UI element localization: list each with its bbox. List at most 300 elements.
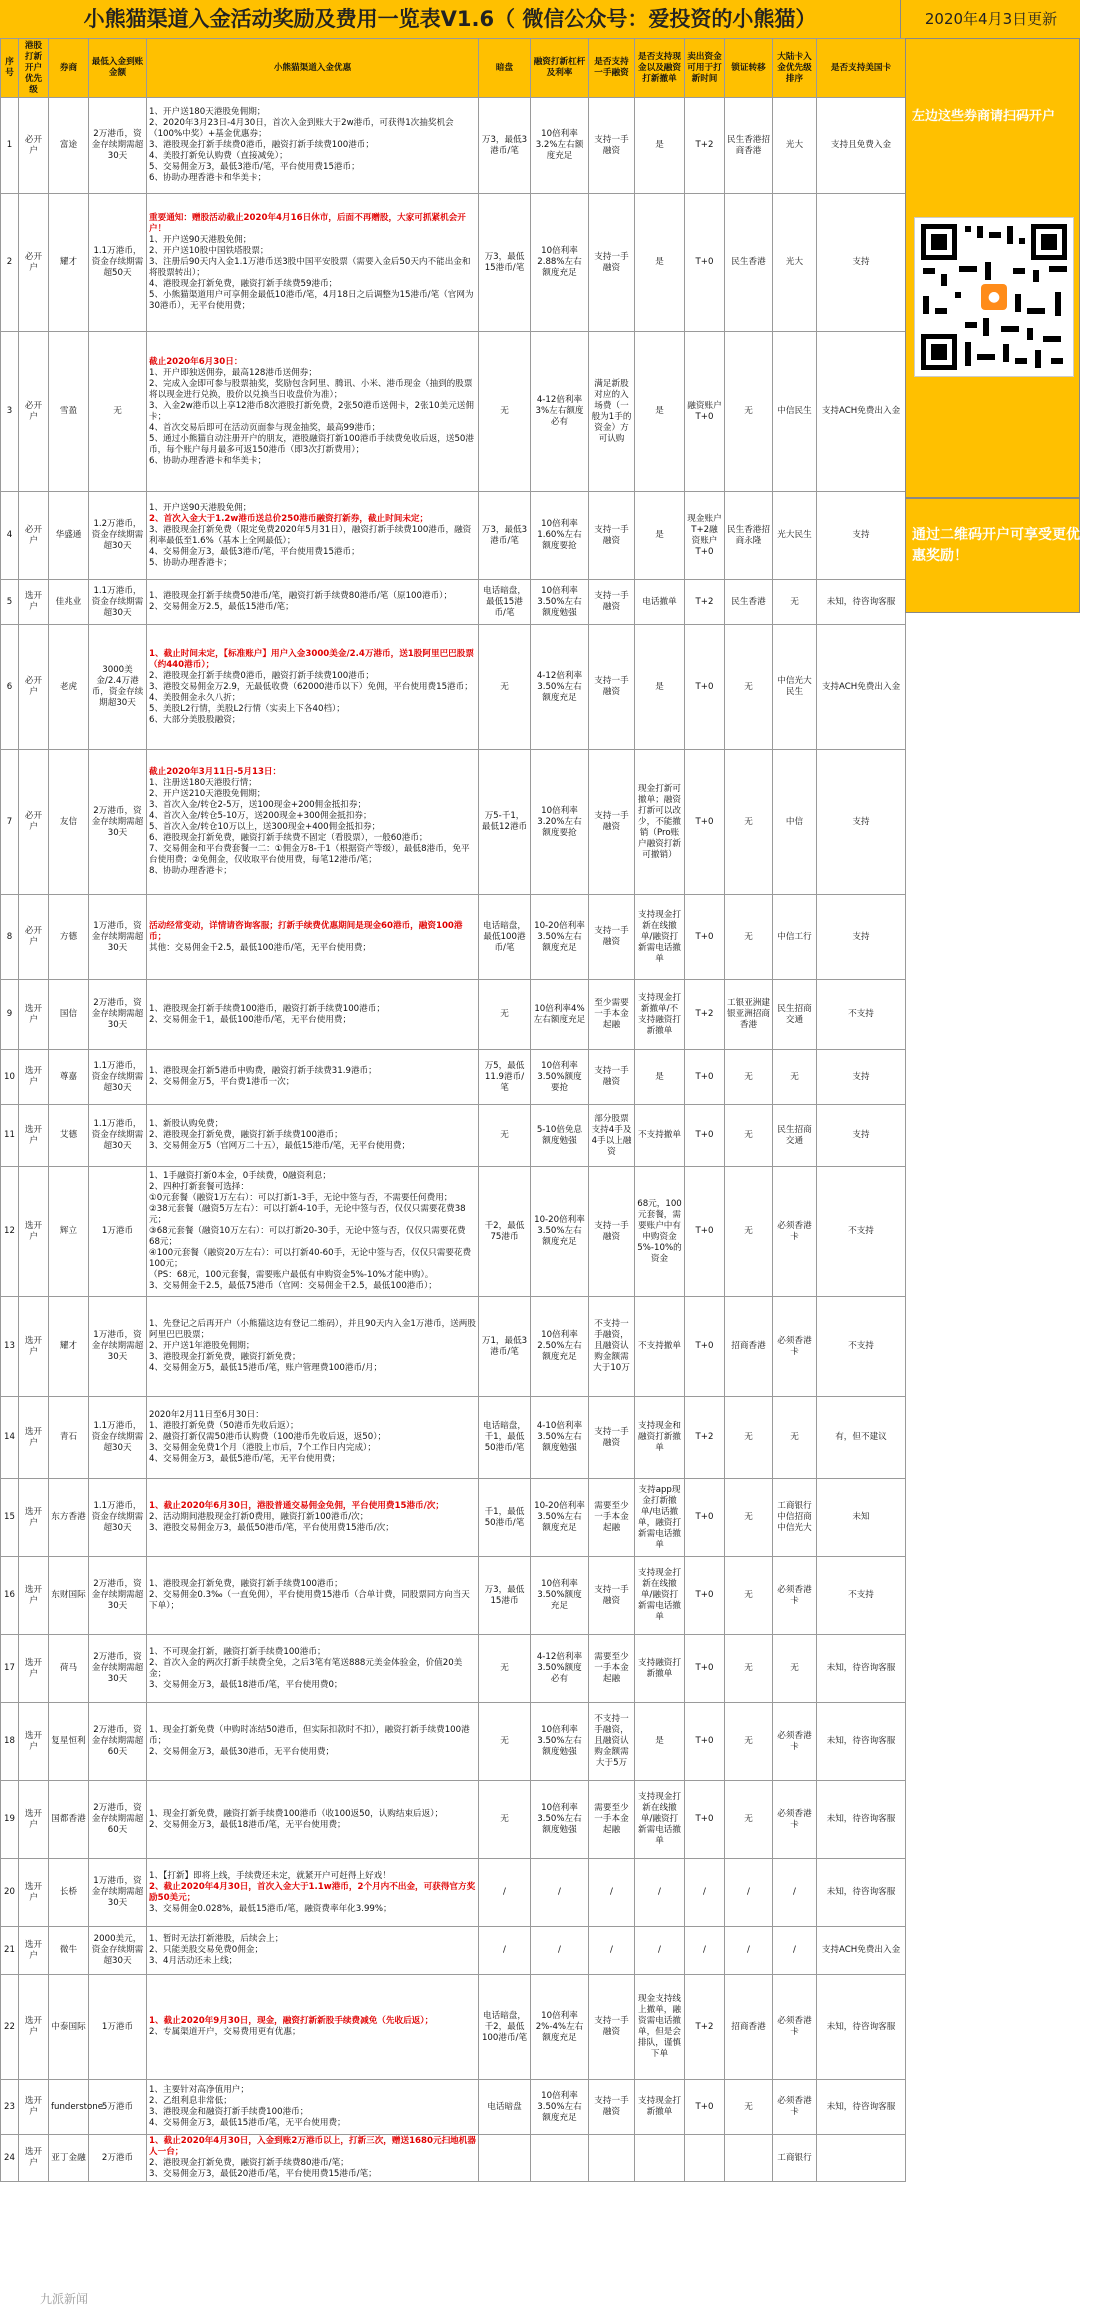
perk-line: 2、港股现金打新免费，融资打新手续费100港币； bbox=[149, 1130, 343, 1140]
column-header: 锁证转移 bbox=[725, 39, 773, 98]
perk-line: 4、交易佣金万3，最低15港币/笔，无平台使用费； bbox=[149, 2118, 346, 2128]
perk-line: 4、首次交易后即可在活动页面参与现金抽奖，最高99港币； bbox=[149, 422, 381, 433]
perk-line: 2020年2月11日至6月30日： bbox=[149, 1410, 264, 1420]
cell-us: 不支持 bbox=[817, 1167, 906, 1297]
table-row bbox=[1, 580, 906, 625]
perk-line: 6、大部分美股股融资； bbox=[149, 714, 241, 725]
column-header: 序号 bbox=[1, 39, 19, 98]
cell-settle: T+0 bbox=[685, 1781, 725, 1859]
perk-line: 1、先登记之后再开户（小熊猫这边有登记二维码），并且90天内入金1万港币，送两股阿里巴巴股票； bbox=[149, 1319, 476, 1340]
cell-mainland: 无 bbox=[773, 1635, 817, 1703]
cell-min: 1.1万港币，资金存续期需超30天 bbox=[89, 1397, 147, 1479]
cell-margin: 4-12倍利率3.50%左右额度充足 bbox=[531, 625, 589, 750]
cell-cancel: / bbox=[635, 1927, 685, 1975]
cell-us: 支持ACH免费出入金 bbox=[817, 625, 906, 750]
perk-line: 2、交易佣金万2.5，最低15港币/笔； bbox=[149, 602, 294, 612]
perk-cell bbox=[147, 2135, 479, 2182]
perk-line: 1、开户送90天港股免佣； bbox=[149, 235, 252, 245]
cell-cancel: 支持现金打新在线撤单/融资打新需电话撤单 bbox=[635, 895, 685, 980]
cell-settle: 融资账户T+0 bbox=[685, 332, 725, 492]
column-header: 最低入金到账金额 bbox=[89, 39, 147, 98]
perk-cell bbox=[147, 1297, 479, 1397]
cell-cancel: 是 bbox=[635, 332, 685, 492]
cell-settle: T+0 bbox=[685, 1297, 725, 1397]
cell-no: 5 bbox=[1, 580, 19, 625]
perk-cell bbox=[147, 194, 479, 332]
cell-margin: 10-20倍利率3.50%左右额度充足 bbox=[531, 1167, 589, 1297]
perk-line: 1、港股现金打新手续费100港币，融资打新手续费100港币； bbox=[149, 1003, 385, 1014]
cell-margin: 10倍利率3.2%左右额度充足 bbox=[531, 98, 589, 194]
perk-line: 3、港股现金打新手续费0港币，融资打新手续费100港币； bbox=[149, 140, 374, 150]
cell-margin: 10倍利率4%左右额度充足 bbox=[531, 980, 589, 1050]
perk-line: 2、首次入金大于1.2w港币送总价250港币融资打新券，截止时间未定； bbox=[149, 513, 429, 524]
cell-cancel: 电话撤单 bbox=[635, 580, 685, 625]
cell-onelot: 满足新股对应的入场费（一般为1手的资金）方可认购 bbox=[589, 332, 635, 492]
cell-us: 未知 bbox=[817, 1479, 906, 1557]
perk-line: 2、只能美股交易免费0佣金； bbox=[149, 1945, 264, 1955]
cell-pri: 选开户 bbox=[19, 1975, 49, 2080]
cell-no: 13 bbox=[1, 1297, 19, 1397]
cell-us: 未知，待咨询客服 bbox=[817, 2080, 906, 2135]
cell-min: 1.1万港币，资金存续期需超30天 bbox=[89, 1479, 147, 1557]
perk-line: 2、活动期间港股现金打新0费用，融资打新100港币/次； bbox=[149, 1512, 369, 1522]
cell-min: 1万港币，资金存续期需超30天 bbox=[89, 1297, 147, 1397]
perk-line: 2、开户送10股中国铁塔股票； bbox=[149, 246, 269, 256]
cell-lock: 无 bbox=[725, 1635, 773, 1703]
perk-line: 5、通过小熊猫自动注册开户的朋友，港股融资打新100港币手续费免收后返，送50港币，每个账户每月最多可返150港币（即3次打新费用）； bbox=[149, 433, 474, 455]
cell-min: 2万港币，资金存续期需超30天 bbox=[89, 980, 147, 1050]
perk-line: 3、入金2w港币以上享12港币8次港股打新免费，2张50港币送佣卡，2张10美元送佣卡； bbox=[149, 400, 474, 422]
column-header: 港股打新开户优先级 bbox=[19, 39, 49, 98]
cell-min: 2万港币 bbox=[89, 2135, 147, 2182]
cell-cancel: 不支持撤单 bbox=[635, 1297, 685, 1397]
perk-cell bbox=[147, 1859, 479, 1927]
perk-line: 4、美股佣金永久八折； bbox=[149, 692, 241, 703]
table-row bbox=[1, 1167, 906, 1297]
cell-broker: 国都香港 bbox=[49, 1781, 89, 1859]
perk-line: 4、美股打新免认购费（直接减免）； bbox=[149, 151, 288, 161]
table-row bbox=[1, 492, 906, 580]
cell-min: 3000美金/2.4万港币，资金存续期超30天 bbox=[89, 625, 147, 750]
cell-no: 6 bbox=[1, 625, 19, 750]
cell-lock: / bbox=[725, 1859, 773, 1927]
cell-us: 不支持 bbox=[817, 1297, 906, 1397]
cell-margin: 10倍利率3.20%左右额度要抢 bbox=[531, 750, 589, 895]
cell-min: 2万港币，资金存续期需超60天 bbox=[89, 1781, 147, 1859]
column-header: 小熊猫渠道入金优惠 bbox=[147, 39, 479, 98]
cell-us: 不支持 bbox=[817, 1557, 906, 1635]
perk-cell bbox=[147, 1975, 479, 2080]
perk-cell bbox=[147, 2080, 479, 2135]
cell-broker: 荷马 bbox=[49, 1635, 89, 1703]
cell-mainland: 无 bbox=[773, 1397, 817, 1479]
cell-min: 2万港币，资金存续期需超30天 bbox=[89, 750, 147, 895]
cell-mainland: 中信工行 bbox=[773, 895, 817, 980]
cell-dark: / bbox=[479, 1859, 531, 1927]
perk-line: 1、【打新】即将上线，手续费还未定，就紧开户可赶得上好戏！ bbox=[149, 1870, 391, 1881]
perk-cell bbox=[147, 492, 479, 580]
perk-line: 4、交易佣金万3，最低5港币/笔，无平台使用费； bbox=[149, 1454, 341, 1464]
cell-settle: T+0 bbox=[685, 1635, 725, 1703]
cell-settle: T+2 bbox=[685, 1975, 725, 2080]
cell-pri: 选开户 bbox=[19, 580, 49, 625]
cell-broker: 耀才 bbox=[49, 194, 89, 332]
perk-line: 3、交易佣金免费1个月（港股上市后，7个工作日内完成）； bbox=[149, 1443, 376, 1453]
cell-broker: 国信 bbox=[49, 980, 89, 1050]
column-header: 券商 bbox=[49, 39, 89, 98]
perk-line: 重要通知：赠股活动截止2020年4月16日休市，后面不再赠股，大家可抓紧机会开户！ bbox=[149, 213, 466, 234]
cell-no: 1 bbox=[1, 98, 19, 194]
cell-onelot: 支持一手融资 bbox=[589, 1050, 635, 1105]
cell-us: 支持 bbox=[817, 750, 906, 895]
cell-mainland: 必须香港卡 bbox=[773, 2080, 817, 2135]
cell-cancel: 支持现金打新在线撤单/融资打新需电话撤单 bbox=[635, 1557, 685, 1635]
perk-line: 1、开户送180天港股免佣期； bbox=[149, 107, 266, 117]
cell-mainland: 必须香港卡 bbox=[773, 1703, 817, 1781]
perk-line: 1、港股打新免费（50港币先收后返）； bbox=[149, 1421, 299, 1431]
perk-line: 1、截止时间未定，【标准账户】用户入金3000美金/2.4万港币，送1股阿里巴巴股票（约440港币）； bbox=[149, 648, 474, 670]
perk-cell bbox=[147, 1635, 479, 1703]
perk-line: 4、交易佣金万3，最低3港币/笔，平台使用费15港币； bbox=[149, 546, 360, 557]
column-header: 卖出资金可用于打新时间 bbox=[685, 39, 725, 98]
cell-cancel: 支持现金打新撤单/不支持融资打新撤单 bbox=[635, 980, 685, 1050]
cell-lock: 无 bbox=[725, 1557, 773, 1635]
cell-mainland: 工商银行 bbox=[773, 2135, 817, 2182]
cell-no: 4 bbox=[1, 492, 19, 580]
column-header: 是否支持美国卡 bbox=[817, 39, 906, 98]
cell-mainland: / bbox=[773, 1927, 817, 1975]
cell-margin: 10倍利率2%-4%左右额度充足 bbox=[531, 1975, 589, 2080]
watermark: 九派新闻 bbox=[40, 2292, 89, 2306]
cell-mainland: 中信光大民生 bbox=[773, 625, 817, 750]
cell-us: 支持 bbox=[817, 1105, 906, 1167]
cell-min: 1万港币 bbox=[89, 1167, 147, 1297]
cell-lock: 无 bbox=[725, 895, 773, 980]
cell-lock: 民生香港 bbox=[725, 194, 773, 332]
cell-onelot bbox=[589, 2135, 635, 2182]
cell-margin: 5-10倍免息额度勉强 bbox=[531, 1105, 589, 1167]
cell-min: 1.1万港币，资金存续期需超50天 bbox=[89, 194, 147, 332]
cell-mainland: 中信 bbox=[773, 750, 817, 895]
cell-mainland: 无 bbox=[773, 1050, 817, 1105]
perk-line: 1、不可现金打新，融资打新手续费100港币； bbox=[149, 1646, 326, 1657]
perk-line: 8、协助办理香港卡； bbox=[149, 866, 232, 876]
cell-pri: 选开户 bbox=[19, 1703, 49, 1781]
cell-no: 20 bbox=[1, 1859, 19, 1927]
cell-dark: 无 bbox=[479, 1781, 531, 1859]
cell-lock: 无 bbox=[725, 1703, 773, 1781]
cell-no: 9 bbox=[1, 980, 19, 1050]
table-row bbox=[1, 1479, 906, 1557]
cell-pri: 选开户 bbox=[19, 1479, 49, 1557]
cell-mainland: 光大 bbox=[773, 98, 817, 194]
cell-onelot: 支持一手融资 bbox=[589, 194, 635, 332]
cell-us: 未知，待咨询客服 bbox=[817, 1781, 906, 1859]
cell-no: 14 bbox=[1, 1397, 19, 1479]
perk-line: 2、港股现金打新手续费0港币，融资打新手续费100港币； bbox=[149, 670, 374, 681]
cell-min: 2万港币，资金存续期需超60天 bbox=[89, 1703, 147, 1781]
perk-line: 2、港股现金打新免费，融资打新手续费80港币/笔； bbox=[149, 2158, 349, 2168]
cell-pri: 必开户 bbox=[19, 332, 49, 492]
cell-pri: 选开户 bbox=[19, 980, 49, 1050]
cell-min: 1.1万港币，资金存续期需超30天 bbox=[89, 1050, 147, 1105]
table-row bbox=[1, 98, 906, 194]
perk-line: 2、开户送1年港股免佣期； bbox=[149, 1341, 255, 1351]
cell-onelot: 不支持一手融资，且融资认购金额需大于5万 bbox=[589, 1703, 635, 1781]
cell-cancel: 是 bbox=[635, 492, 685, 580]
cell-settle: / bbox=[685, 1859, 725, 1927]
perk-line: 5、美股L2行情，美股L2行情（实卖上下各40档）； bbox=[149, 703, 345, 714]
cell-us: 有，但不建议 bbox=[817, 1397, 906, 1479]
cell-min: 无 bbox=[89, 332, 147, 492]
perk-line: 3、首次入金/转仓2-5万，送100现金+200佣金抵扣券； bbox=[149, 800, 367, 810]
cell-mainland: 必须香港卡 bbox=[773, 1975, 817, 2080]
cell-pri: 必开户 bbox=[19, 194, 49, 332]
column-header: 融资打新杠杆及利率 bbox=[531, 39, 589, 98]
cell-margin: 4-10倍利率3.50%左右额度勉强 bbox=[531, 1397, 589, 1479]
cell-settle: T+0 bbox=[685, 750, 725, 895]
cell-pri: 选开户 bbox=[19, 2135, 49, 2182]
column-header: 暗盘 bbox=[479, 39, 531, 98]
perk-line: 3、交易佣金千2.5，最低75港币（官网：交易佣金千2.5，最低100港币）； bbox=[149, 1281, 437, 1291]
cell-broker: 尊嘉 bbox=[49, 1050, 89, 1105]
cell-broker: 艾德 bbox=[49, 1105, 89, 1167]
cell-lock: 民生香港招商香港 bbox=[725, 98, 773, 194]
cell-cancel: 支持现金打新在线撤单/融资打新需电话撤单 bbox=[635, 1781, 685, 1859]
cell-dark: 万3，最低15港币 bbox=[479, 1557, 531, 1635]
perk-line: 活动经常变动，详情请咨询客服；打新手续费优惠期间是现金60港币，融资100港币； bbox=[149, 920, 463, 942]
perk-line: 2、完成入金即可参与股票抽奖，奖励包含阿里、腾讯、小米、港币现金（抽到的股票将以现金进行兑换，股价以兑换当日收盘价为准）； bbox=[149, 378, 473, 400]
cell-dark: / bbox=[479, 1927, 531, 1975]
cell-broker: 方德 bbox=[49, 895, 89, 980]
cell-onelot: 支持一手融资 bbox=[589, 750, 635, 895]
cell-margin: 10倍利率1.60%左右额度要抢 bbox=[531, 492, 589, 580]
perk-cell bbox=[147, 1927, 479, 1975]
panda-icon: ● bbox=[981, 284, 1007, 310]
cell-pri: 必开户 bbox=[19, 750, 49, 895]
cell-lock: 民生香港 bbox=[725, 580, 773, 625]
cell-pri: 选开户 bbox=[19, 1050, 49, 1105]
perk-line: 2、开户送210天港股免佣期； bbox=[149, 789, 266, 799]
cell-no: 21 bbox=[1, 1927, 19, 1975]
perk-line: 1、1手融资打新0本金，0手续费，0融资利息； bbox=[149, 1171, 332, 1181]
perk-cell bbox=[147, 580, 479, 625]
cell-settle: T+0 bbox=[685, 1050, 725, 1105]
cell-settle: T+2 bbox=[685, 98, 725, 194]
cell-margin bbox=[531, 2135, 589, 2182]
cell-min: 2万港币，资金存续期需超30天 bbox=[89, 1635, 147, 1703]
cell-mainland: 必须香港卡 bbox=[773, 1781, 817, 1859]
perk-line: 2、2020年3月23日-4月30日，首次入金到账大于2w港币，可获得1次抽奖机会（100%中奖）+基金优惠券； bbox=[149, 118, 454, 139]
cell-dark: 无 bbox=[479, 625, 531, 750]
scan-panel bbox=[905, 38, 1080, 498]
cell-broker: 富途 bbox=[49, 98, 89, 194]
cell-dark: 千1，最低50港币/笔 bbox=[479, 1479, 531, 1557]
perk-cell bbox=[147, 750, 479, 895]
perk-line: ②38元套餐（融资5万左右）：可以打新4-10手，无论中签与否，仅仅只需要花费38元； bbox=[149, 1204, 466, 1225]
cell-settle: / bbox=[685, 1927, 725, 1975]
cell-settle: T+0 bbox=[685, 895, 725, 980]
perk-cell bbox=[147, 1167, 479, 1297]
cell-broker: 复星恒利 bbox=[49, 1703, 89, 1781]
perk-cell bbox=[147, 332, 479, 492]
perk-line: （PS：68元，100元套餐，需要账户最低有申购资金5%-10%才能申购）。 bbox=[149, 1270, 434, 1280]
cell-mainland: 民生招商交通 bbox=[773, 1105, 817, 1167]
perk-line: 3、4月活动还未上线； bbox=[149, 1956, 238, 1966]
cell-lock: 无 bbox=[725, 1397, 773, 1479]
table-row bbox=[1, 1105, 906, 1167]
cell-min: 1万港币，资金存续期需超30天 bbox=[89, 895, 147, 980]
cell-us: 未知，待咨询客服 bbox=[817, 1703, 906, 1781]
perk-line: 1、港股现金打新免费，融资打新手续费100港币； bbox=[149, 1579, 343, 1589]
cell-settle: T+0 bbox=[685, 625, 725, 750]
perk-line: 2、交易佣金万5，平台费1港币一次； bbox=[149, 1077, 295, 1087]
qr-code[interactable] bbox=[914, 217, 1074, 377]
cell-mainland: 光大民生 bbox=[773, 492, 817, 580]
cell-settle: T+2 bbox=[685, 980, 725, 1050]
perk-line: 1、港股现金打新手续费50港币/笔，融资打新手续费80港币/笔（原100港币）； bbox=[149, 591, 453, 601]
cell-no: 11 bbox=[1, 1105, 19, 1167]
cell-cancel: 是 bbox=[635, 1050, 685, 1105]
cell-lock: 无 bbox=[725, 750, 773, 895]
cell-no: 23 bbox=[1, 2080, 19, 2135]
cell-onelot: / bbox=[589, 1859, 635, 1927]
cell-lock: 无 bbox=[725, 1105, 773, 1167]
table-row bbox=[1, 1297, 906, 1397]
cell-broker: funderstone bbox=[49, 2080, 89, 2135]
cell-us: 支持ACH免费出入金 bbox=[817, 1927, 906, 1975]
table-row bbox=[1, 1927, 906, 1975]
cell-onelot: 需要至少一手本金起融 bbox=[589, 1635, 635, 1703]
cell-margin: 10倍利率3.50%左右额度充足 bbox=[531, 2080, 589, 2135]
cell-dark: 无 bbox=[479, 1105, 531, 1167]
broker-table bbox=[0, 38, 906, 2182]
cell-us: 支持 bbox=[817, 895, 906, 980]
perk-line: 3、港股交易佣金万2.9，无最低收费（62000港币以下）免佣，平台使用费15港币； bbox=[149, 681, 473, 692]
cell-mainland: 中信民生 bbox=[773, 332, 817, 492]
perk-line: 4、首次入金/转仓5-10万，送200现金+300佣金抵扣券； bbox=[149, 811, 372, 821]
column-header: 大陆卡入金优先级排序 bbox=[773, 39, 817, 98]
perk-line: 1、截止2020年4月30日，入金到账2万港币以上，打新三次，赠送1680元扫地机器人一台； bbox=[149, 2136, 476, 2157]
perk-line: 2、交易佣金万3，最低18港币/笔，无平台使用费； bbox=[149, 1819, 346, 1830]
cell-settle: T+0 bbox=[685, 1167, 725, 1297]
cell-lock: 无 bbox=[725, 1479, 773, 1557]
cell-no: 3 bbox=[1, 332, 19, 492]
cell-margin: 10倍利率3.50%额度要抢 bbox=[531, 1050, 589, 1105]
cell-dark: 万3，最低15港币/笔 bbox=[479, 194, 531, 332]
cell-onelot: 支持一手融资 bbox=[589, 1975, 635, 2080]
cell-pri: 必开户 bbox=[19, 625, 49, 750]
cell-dark: 无 bbox=[479, 1635, 531, 1703]
cell-cancel: 支持融资打新撤单 bbox=[635, 1635, 685, 1703]
cell-onelot: 支持一手融资 bbox=[589, 1557, 635, 1635]
cell-min: 1.1万港币，资金存续期需超30天 bbox=[89, 1105, 147, 1167]
cell-min: 1万港币，资金存续期需超30天 bbox=[89, 1859, 147, 1927]
cell-pri: 选开户 bbox=[19, 1167, 49, 1297]
perk-line: 6、协助办理香港卡和华美卡； bbox=[149, 173, 267, 183]
cell-onelot: 支持一手融资 bbox=[589, 580, 635, 625]
table-row bbox=[1, 194, 906, 332]
cell-broker: 微牛 bbox=[49, 1927, 89, 1975]
cell-dark: 无 bbox=[479, 1703, 531, 1781]
cell-dark: 无 bbox=[479, 332, 531, 492]
cell-cancel: 现金支持线上撤单，融资需电话撤单，但是会排队，谨慎下单 bbox=[635, 1975, 685, 2080]
page-title: 小熊猫渠道入金活动奖励及费用一览表V1.6（ 微信公众号：爱投资的小熊猫） bbox=[83, 7, 817, 31]
cell-cancel: 不支持撤单 bbox=[635, 1105, 685, 1167]
cell-no: 16 bbox=[1, 1557, 19, 1635]
perk-line: 1、主要针对高净值用户； bbox=[149, 2085, 249, 2095]
cell-min: 1.1万港币，资金存续期需超30天 bbox=[89, 580, 147, 625]
cell-settle: T+0 bbox=[685, 1557, 725, 1635]
cell-no: 2 bbox=[1, 194, 19, 332]
cell-pri: 选开户 bbox=[19, 1557, 49, 1635]
perk-line: 1、截止2020年9月30日，现金，融资打新新股手续费减免（先收后返）； bbox=[149, 2016, 434, 2026]
perk-cell bbox=[147, 1557, 479, 1635]
promo-text: 通过二维码开户可享受更优惠奖励！ bbox=[912, 527, 1080, 564]
perk-line: ④100元套餐（融资20万左右）：可以打新40-60手，无论中签与否，仅仅只需要花费100元； bbox=[149, 1248, 472, 1269]
perk-cell bbox=[147, 625, 479, 750]
cell-cancel: 是 bbox=[635, 98, 685, 194]
perk-line: 3、注册后90天内入金1.1万港币送3股中国平安股票（需要入金后50天内不能出金和将股票转出）； bbox=[149, 257, 471, 278]
cell-onelot: 支持一手融资 bbox=[589, 1397, 635, 1479]
perk-line: 6、协助办理香港卡和华美卡； bbox=[149, 455, 267, 466]
cell-margin: 10-20倍利率3.50%左右额度充足 bbox=[531, 895, 589, 980]
cell-margin: 10倍利率3.50%额度充足 bbox=[531, 1557, 589, 1635]
cell-onelot: 需要至少一手本金起融 bbox=[589, 1781, 635, 1859]
perk-cell bbox=[147, 98, 479, 194]
cell-pri: 选开户 bbox=[19, 1927, 49, 1975]
perk-line: 2、首次入金的两次打新手续费全免，之后3笔有笔送888元美金体验金，价值20美金； bbox=[149, 1657, 463, 1679]
cell-no: 24 bbox=[1, 2135, 19, 2182]
perk-line: ①0元套餐（融资1万左右）：可以打新1-3手，无论中签与否，不需要任何费用； bbox=[149, 1193, 453, 1203]
cell-no: 19 bbox=[1, 1781, 19, 1859]
perk-line: 3、港股现金打新免费，融资打新免费； bbox=[149, 1352, 301, 1362]
cell-no: 18 bbox=[1, 1703, 19, 1781]
cell-pri: 选开户 bbox=[19, 1397, 49, 1479]
perk-line: 2、交易佣金0.3‰（一直免佣），平台使用费15港币（合单计费，同股票同方向当天下单）； bbox=[149, 1590, 470, 1611]
perk-line: 1、暂时无法打新港股，后续会上； bbox=[149, 1934, 284, 1944]
perk-cell bbox=[147, 1781, 479, 1859]
cell-onelot: 需要至少一手本金起融 bbox=[589, 1479, 635, 1557]
table-row bbox=[1, 332, 906, 492]
perk-line: 5、小熊猫渠道用户可享佣金最低10港币/笔，4月18日之后调整为15港币/笔（官网为30港币），无平台使用费； bbox=[149, 290, 474, 311]
cell-mainland: 工商银行中信招商中信光大 bbox=[773, 1479, 817, 1557]
cell-pri: 选开户 bbox=[19, 1297, 49, 1397]
cell-cancel: 是 bbox=[635, 625, 685, 750]
perk-cell bbox=[147, 980, 479, 1050]
cell-dark: 电话暗盘，最低15港币/笔 bbox=[479, 580, 531, 625]
cell-onelot: 至少需要一手本金起融 bbox=[589, 980, 635, 1050]
perk-line: 3、港股现金和融资打新手续费100港币； bbox=[149, 2107, 309, 2117]
table-row bbox=[1, 1859, 906, 1927]
cell-cancel: 是 bbox=[635, 1703, 685, 1781]
cell-onelot: 支持一手融资 bbox=[589, 1167, 635, 1297]
cell-broker: 亚丁金融 bbox=[49, 2135, 89, 2182]
perk-line: 1、新股认购免费； bbox=[149, 1119, 224, 1129]
cell-dark: 电话暗盘 bbox=[479, 2080, 531, 2135]
cell-lock: 民生香港招商永隆 bbox=[725, 492, 773, 580]
cell-settle: T+0 bbox=[685, 2080, 725, 2135]
perk-line: 截止2020年6月30日： bbox=[149, 356, 243, 367]
cell-broker: 青石 bbox=[49, 1397, 89, 1479]
cell-settle: T+2 bbox=[685, 580, 725, 625]
cell-cancel: 支持app现金打新撤单/电话撤单，融资打新需电话撤单 bbox=[635, 1479, 685, 1557]
cell-lock: 无 bbox=[725, 625, 773, 750]
cell-onelot: 支持一手融资 bbox=[589, 98, 635, 194]
cell-margin: 10倍利率3.50%左右额度勉强 bbox=[531, 1781, 589, 1859]
perk-cell bbox=[147, 1397, 479, 1479]
cell-no: 12 bbox=[1, 1167, 19, 1297]
